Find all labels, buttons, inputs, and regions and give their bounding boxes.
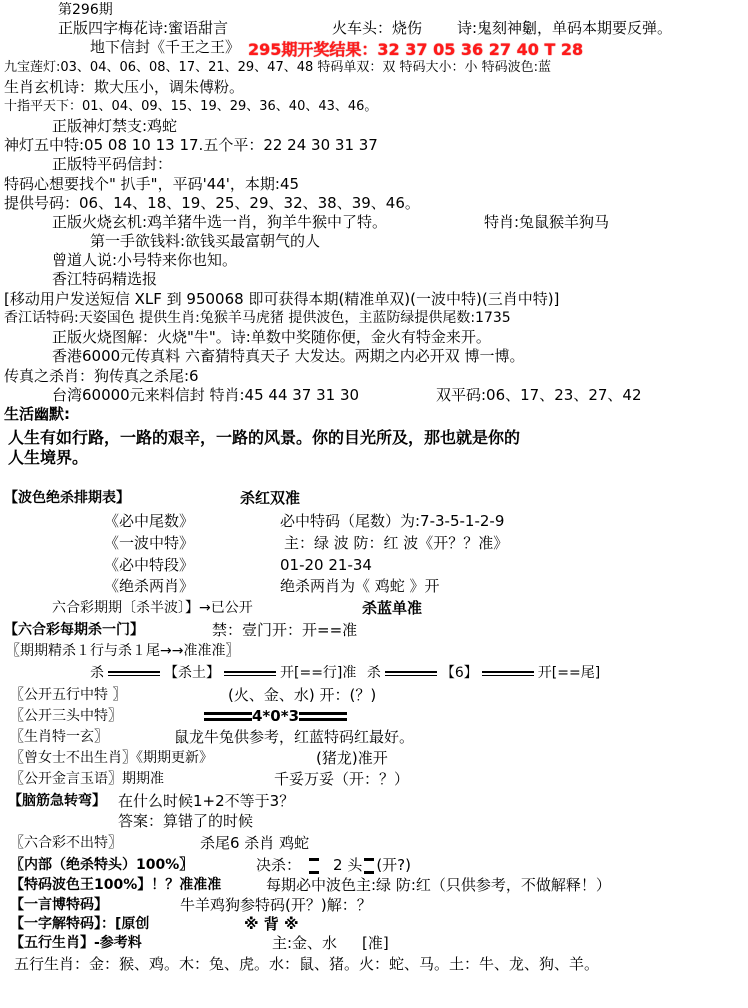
one-wave-label: 《一波中特》 (104, 534, 195, 552)
fire-diagram: 正版火烧图解：火烧"牛"。诗:单数中奖随你便，金火有特金来开。 (52, 328, 491, 346)
inner-kill-value (256, 855, 411, 875)
inner-kill-label: 〖内部（绝杀特头）100%〗 (10, 857, 194, 873)
kill-six: 【6】 (440, 665, 478, 681)
provided-numbers: 提供号码：06、14、18、19、25、29、32、38、39、46。 (4, 194, 420, 212)
open-tail: 开[==尾] (537, 665, 601, 681)
golden-words-value: 千妥万妥（开：？） (274, 770, 410, 788)
ms-zeng-value: (猪龙)准开 (316, 749, 388, 767)
zodiac-mystery-value: 鼠龙牛兔供参考，红蓝特码红最好。 (174, 728, 415, 746)
xiangjiang-special: 香江话特码:天姿国色 提供生肖:兔猴羊马虎猪 提供波色，主蓝防绿提供尾数:1735 (4, 310, 511, 326)
issue-label: 第296期 (58, 2, 113, 18)
lamp-ban: 正版神灯禁支:鸡蛇 (52, 117, 178, 135)
poem-rebound: 诗:鬼刻神劖，单码本期要反弹。 (457, 19, 673, 37)
half-wave-label: 六合彩期期〔杀半波〕】→已公开 (52, 600, 253, 616)
divider (299, 712, 347, 721)
divider (482, 671, 534, 676)
kill-row-tail: 〖期期精杀１行与杀１尾→→准准准〗 (6, 643, 240, 659)
plum-poem: 正版四字梅花诗:蜜语甜言 (58, 19, 229, 37)
one-word-bet-value: 牛羊鸡狗参特码(开？)解：？ (180, 896, 372, 914)
five-zodiac-accurate: [准] (362, 934, 389, 952)
hk-fax: 香港6000元传真料 六畜猜特真天子 大发达。两期之内必开双 博一博。 (52, 347, 525, 365)
wave-king-label: 【特码波色王100%】！？准准准 (10, 877, 222, 893)
first-hand-material: 第一手欲钱料:欲钱买最富朝气的人 (90, 232, 321, 250)
must-tail-label: 《必中尾数》 (104, 512, 195, 530)
sms-promo[interactable]: [移动用户发送短信 XLF 到 950068 即可获得本期(精准单双)(一波中特)(三肖中特)] (4, 290, 560, 308)
golden-words-label: 〖公开金言玉语〗期期准 (10, 771, 164, 787)
ms-zeng-label: 〖曾女士不出生肖〗《期期更新》 (10, 750, 213, 766)
kill-earth: 【杀土】 (164, 665, 220, 681)
one-wave-value: 主：绿 波 防：红 波《开？？准》 (284, 534, 509, 552)
double-flat-codes: 双平码:06、17、23、27、42 (436, 386, 642, 404)
one-char-value: ※ 背 ※ (244, 915, 299, 933)
zodiac-poem: 生肖玄机诗：欺大压小，调朱傅粉。 (4, 78, 245, 96)
head-two: 2 头 (333, 856, 363, 874)
humor-text-2: 人生境界。 (8, 448, 89, 467)
not-special-value: 杀尾6 杀肖 鸡蛇 (200, 834, 310, 852)
divider (108, 671, 160, 676)
kill-earth-row (90, 663, 600, 683)
must-segment-value: 01-20 21-34 (280, 556, 372, 574)
open-row: 开[==行]准 (280, 665, 357, 681)
decisive-kill: 决杀： (256, 856, 302, 874)
divider (224, 671, 276, 676)
special-envelope: 正版特平码信封： (52, 155, 173, 173)
kill-label: 杀 (90, 665, 104, 681)
riddle-answer: 答案：算错了的时候 (118, 812, 254, 830)
open-question: (开?) (376, 856, 411, 874)
divider (385, 671, 437, 676)
must-tail-value: 必中特码（尾数）为:7-3-5-1-2-9 (280, 512, 505, 530)
five-element-value: (火、金、水) 开：(？) (228, 686, 377, 704)
three-head-label: 〖公开三头中特〗 (10, 708, 122, 724)
five-zodiac-label: 【五行生肖】-参考料 (10, 935, 142, 951)
fire-mystery: 正版火烧玄机:鸡羊猪牛选一肖，狗羊牛猴中了特。 (52, 213, 388, 231)
kill-red-even: 杀红双准 (240, 489, 301, 507)
five-zodiac-main: 主:金、水 (272, 934, 338, 952)
riddle-question: 在什么时候1+2不等于3？ (118, 792, 295, 810)
zeng-daoren: 曾道人说:小号特来你也知。 (52, 251, 238, 269)
kill-one-gate-value: 禁：壹门开：开==准 (212, 621, 358, 639)
kill-one-gate-label: 【六合彩每期杀一门】 (4, 622, 144, 638)
xiangjiang-report: 香江特码精选报 (52, 270, 158, 288)
one-char-label: 【一字解特码】：[原创 (10, 916, 150, 932)
kill-two-value: 绝杀两肖为《 鸡蛇 》开 (280, 577, 440, 595)
kill-label: 杀 (366, 665, 381, 681)
life-humor-heading: 生活幽默: (4, 405, 70, 423)
equals-mark (309, 858, 319, 874)
pickpocket-line: 特码心想要找个" 扒手"，平码'44'，本期:45 (4, 175, 300, 193)
zodiac-mystery-label: 〖生肖特一玄〗 (10, 729, 108, 745)
not-special-label: 〖六合彩不出特〗 (10, 835, 122, 851)
underground-envelope: 地下信封《千王之王》 (90, 38, 241, 56)
kill-two-label: 《绝杀两肖》 (104, 577, 195, 595)
special-zodiacs: 特肖:兔鼠猴羊狗马 (484, 213, 610, 231)
lamp-five-special: 神灯五中特:05 08 10 13 17.五个平：22 24 30 31 37 (4, 136, 378, 154)
five-element-label: 〖公开五行中特 〗 (10, 687, 127, 703)
equals-mark (364, 858, 374, 874)
three-head-code: 4*0*3 (252, 707, 299, 725)
five-zodiac-table: 五行生肖：金：猴、鸡。木：兔、虎。水：鼠、猪。火：蛇、马。土：牛、龙、狗、羊。 (14, 955, 600, 973)
color-kill-table-title: 【波色绝杀排期表】 (4, 490, 130, 506)
train-head: 火车头：烧伤 (332, 19, 423, 37)
ten-fingers-line: 十指平天下：01、04、09、15、19、29、36、40、43、46。 (4, 99, 378, 114)
lotus-lamp-line: 九宝莲灯:03、04、06、08、17、21、29、47、48 特码单双：双 特码大小：小 特码波色:蓝 (4, 60, 552, 75)
must-segment-label: 《必中特段》 (104, 556, 195, 574)
fax-kill: 传真之杀肖：狗传真之杀尾:6 (4, 367, 199, 385)
three-head-value (204, 706, 347, 726)
one-word-bet-label: 【一言博特码】 (10, 897, 108, 913)
divider (204, 712, 252, 721)
riddle-label: 【脑筋急转弯】 (8, 793, 106, 809)
humor-text-1: 人生有如行路，一路的艰辛，一路的风景。你的目光所及，那也就是你的 (8, 428, 521, 447)
draw-result-banner: 295期开奖结果：32 37 05 36 27 40 T 28 (248, 40, 584, 59)
wave-king-value: 每期必中波色主:绿 防:红（只供参考，不做解释！） (266, 876, 611, 894)
kill-blue-odd: 杀蓝单准 (362, 599, 423, 617)
taiwan-envelope: 台湾60000元来料信封 特肖:45 44 37 31 30 (52, 386, 360, 404)
